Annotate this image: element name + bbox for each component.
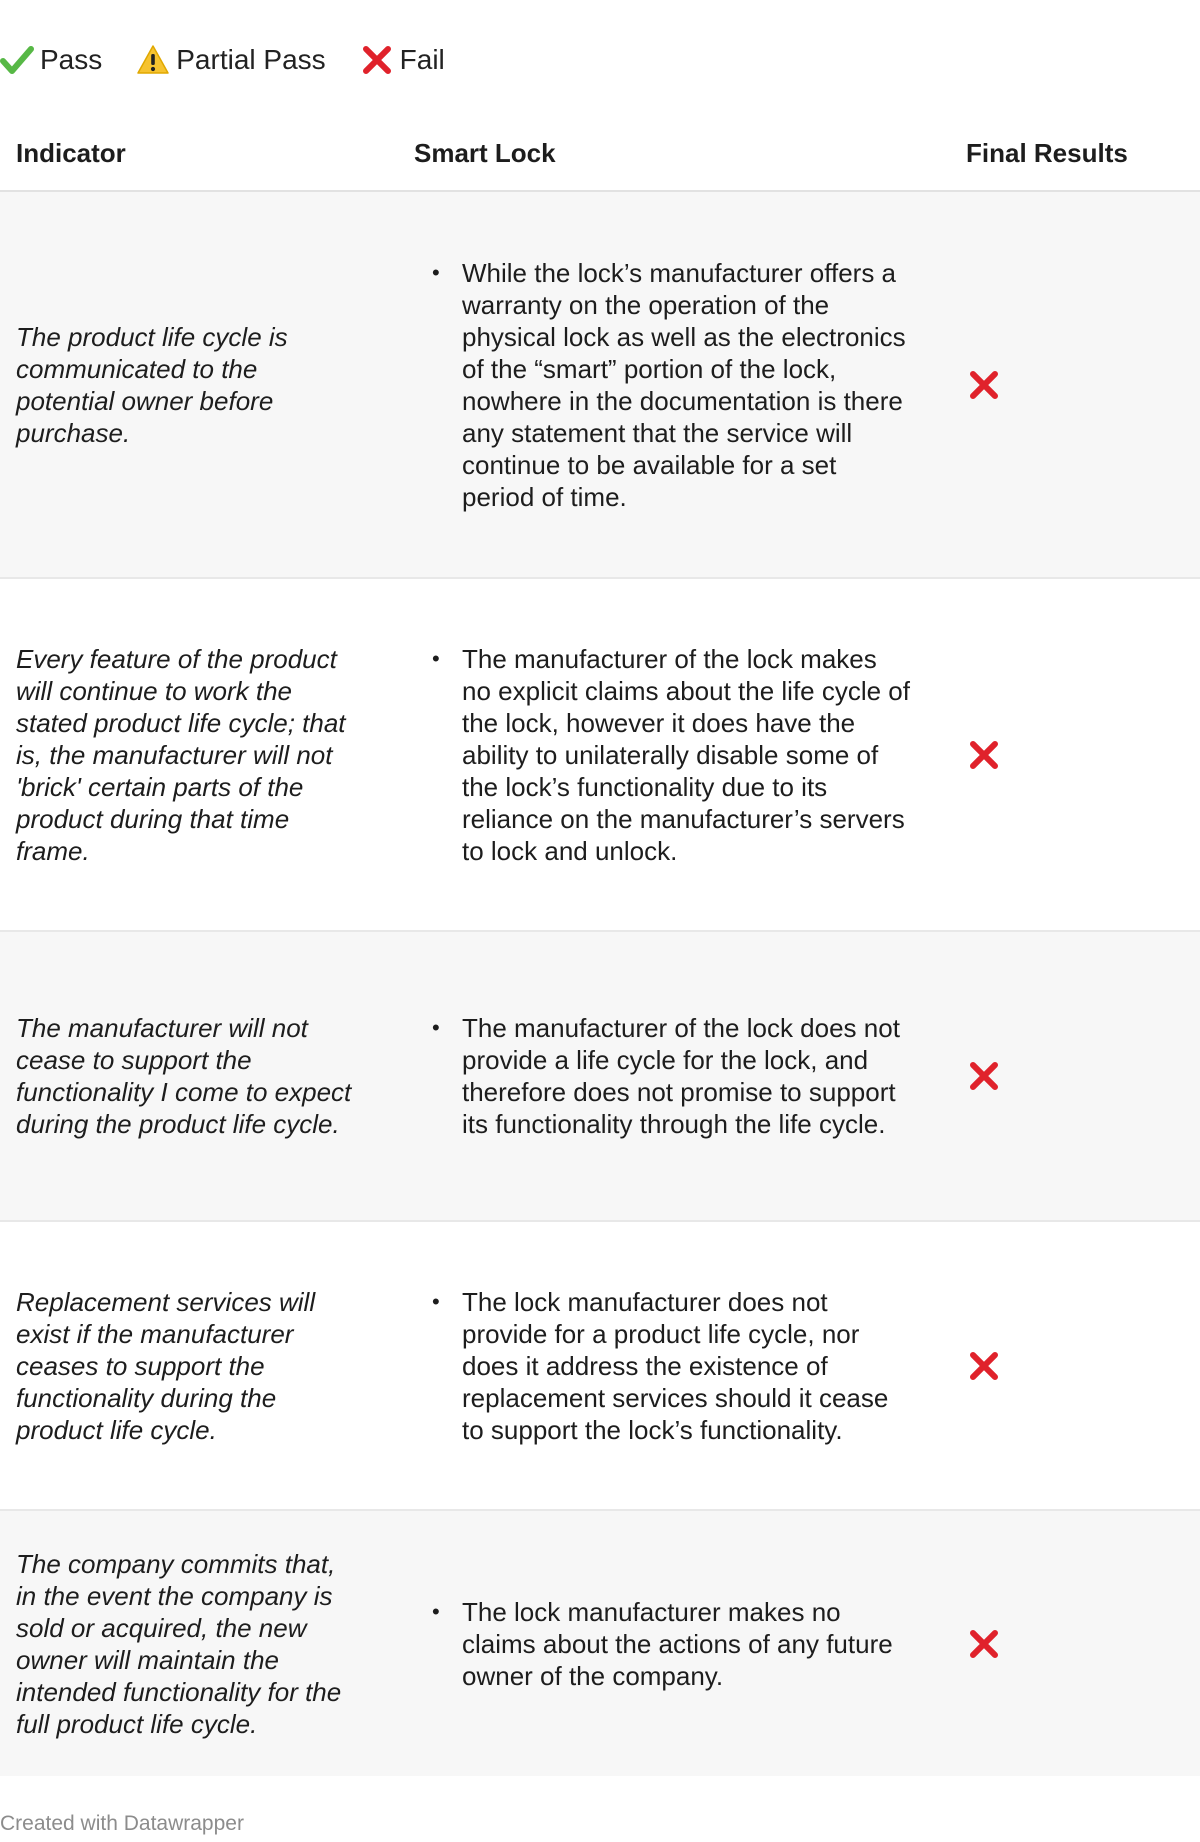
header-indicator[interactable]: Indicator xyxy=(16,138,126,168)
legend-label-pass: Pass xyxy=(40,44,103,75)
smart-lock-text: While the lock’s manufacturer offers a warranty on the operation of the physical lock as well as the electronics of the “smart” portion of the lock, nowhere in the documentation is there any statement that the service will continue to be available for a set period of time. xyxy=(462,257,906,512)
bullet-icon: • xyxy=(432,1598,440,1624)
table-row xyxy=(0,192,1200,579)
smart-lock-cell xyxy=(432,257,912,513)
bullet-icon: • xyxy=(432,259,440,285)
check-icon xyxy=(0,43,34,77)
table-row xyxy=(0,932,1200,1222)
smart-lock-cell xyxy=(432,1596,912,1692)
fail-result-icon xyxy=(966,1348,1002,1384)
smart-lock-cell xyxy=(432,1286,912,1446)
fail-result-icon xyxy=(966,367,1002,403)
bullet-icon: • xyxy=(432,645,440,671)
warning-icon xyxy=(136,43,170,77)
smart-lock-cell xyxy=(432,1012,912,1140)
smart-lock-cell xyxy=(432,643,912,867)
header-final-results[interactable]: Final Results xyxy=(966,138,1128,168)
indicator-cell: The manufacturer will not cease to support the functionality I come to expect during the product life cycle. xyxy=(16,1013,352,1139)
legend-label-partial-pass: Partial Pass xyxy=(176,44,326,75)
fail-result-icon xyxy=(966,1626,1002,1662)
smart-lock-text: The manufacturer of the lock does not provide a life cycle for the lock, and therefore does not promise to support its functionality through the life cycle. xyxy=(462,1013,900,1139)
legend xyxy=(0,40,479,80)
legend-item-pass xyxy=(0,43,102,77)
fail-result-icon xyxy=(966,1058,1002,1094)
table-row xyxy=(0,579,1200,932)
legend-label-fail: Fail xyxy=(399,44,445,75)
bullet-icon: • xyxy=(432,1015,440,1040)
cross-icon xyxy=(360,43,394,77)
indicator-cell: Replacement services will exist if the manufacturer ceases to support the functionality during the product life cycle. xyxy=(16,1286,316,1445)
table-row xyxy=(0,1511,1200,1776)
indicator-cell: The product life cycle is communicated to the potential owner before purchase. xyxy=(16,321,288,448)
indicator-cell: The company commits that, in the event the company is sold or acquired, the new owner will maintain the intended functionality for the full product life cycle. xyxy=(16,1548,342,1739)
bullet-icon: • xyxy=(432,1288,440,1314)
indicator-cell: Every feature of the product will continue to work the stated product life cycle; that is, the manufacturer will not 'brick' certain parts of the product during that time frame. xyxy=(16,643,346,866)
header-smart-lock[interactable]: Smart Lock xyxy=(414,138,556,168)
smart-lock-text: The lock manufacturer makes no claims about the actions of any future owner of the company. xyxy=(462,1596,893,1691)
legend-item-fail xyxy=(360,43,445,77)
smart-lock-text: The manufacturer of the lock makes no explicit claims about the life cycle of the lock, however it does have the ability to unilaterally disable some of the lock’s functionality due to its reliance on the manufacturer’s servers to lock and unlock. xyxy=(462,643,910,866)
table-header xyxy=(0,120,1200,192)
fail-result-icon xyxy=(966,737,1002,773)
datawrapper-credit-link[interactable]: Created with Datawrapper xyxy=(0,1812,244,1835)
legend-item-partial-pass xyxy=(136,43,325,77)
smart-lock-text: The lock manufacturer does not provide for a product life cycle, nor does it address the existence of replacement services should it cease to support the lock’s functionality. xyxy=(462,1286,889,1445)
table-row xyxy=(0,1222,1200,1511)
results-table xyxy=(0,120,1200,1776)
